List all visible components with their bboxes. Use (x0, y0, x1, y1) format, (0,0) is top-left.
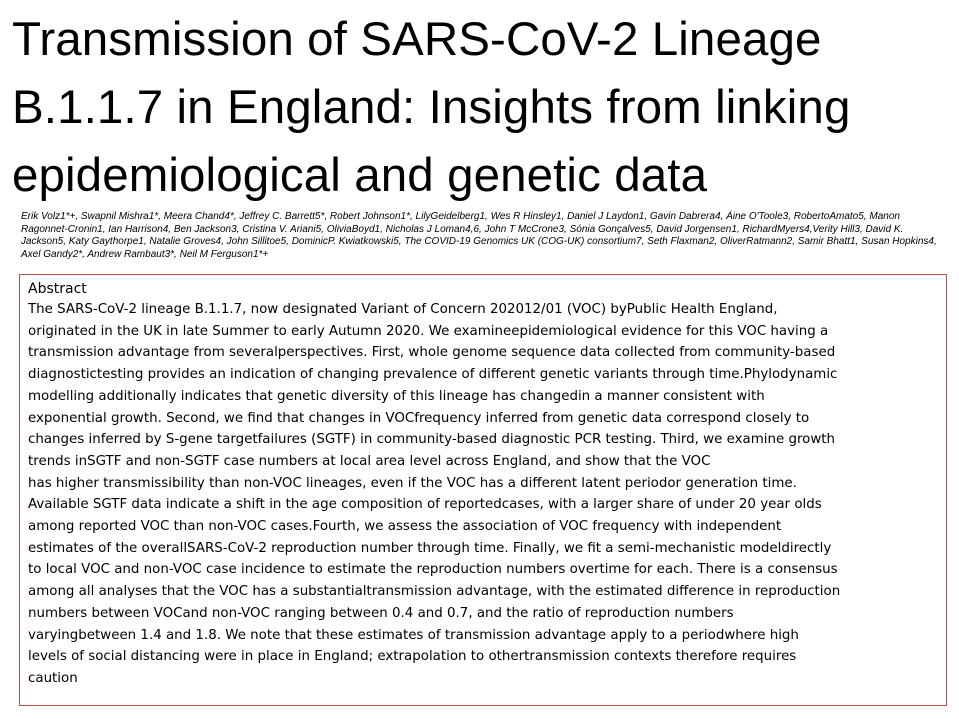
abstract-line: changes inferred by S-gene targetfailures (SGTF) in community-based diagnostic PCR testing. Third, we examine growth (28, 432, 836, 448)
abstract-line: estimates of the overallSARS-CoV-2 reproduction number through time. Finally, we fit a semi-mechanistic modeldirectly (28, 540, 832, 556)
abstract-line: has higher transmissibility than non-VOC lineages, even if the VOC has a different latent periodor generation time. (28, 475, 797, 491)
abstract-line: among reported VOC than non-VOC cases.Fourth, we assess the association of VOC frequency with independent (28, 519, 782, 535)
author-list: Erik Volz1*+, Swapnil Mishra1*, Meera Chand4*, Jeffrey C. Barrett5*, Robert Johnson1*, LilyGeidelberg1, Wes R Hinsley1, Daniel J Laydon1, Gavin Dabrera4, Áine O'Toole3, RobertoAmato5, Manon Ragonnet-Cronin1, Ian Harrison4, Ben Jackson3, Cristina V. Ariani5, OliviaBoyd1, Nicholas J Loman4,6, John T McCrone3, Sónia Gonçalves5, David Jorgensen1, RichardMyers4,Verity Hill3, David K. Jackson5, Katy Gaythorpe1, Natalie Groves4, John Sillitoe5, DominicP. Kwiatkowski5, The COVID-19 Genomics UK (COG-UK) consortium7, Seth Flaxman2, OliverRatmann2, Samir Bhatt1, Susan Hopkins4, Axel Gandy2*, Andrew Rambaut3*, Neil M Ferguson1*+ (21, 211, 937, 260)
paper-title: Transmission of SARS-CoV-2 Lineage B.1.1.7 in England: Insights from linking epidemiological and genetic data (12, 13, 851, 202)
abstract-heading: Abstract (28, 281, 87, 297)
abstract-body (28, 299, 938, 690)
abstract-line: trends inSGTF and non-SGTF case numbers at local area level across England, and show that the VOC (28, 453, 711, 469)
abstract-line: to local VOC and non-VOC case incidence to estimate the reproduction numbers overtime for each. There is a consensus (28, 562, 838, 578)
abstract-line: varyingbetween 1.4 and 1.8. We note that these estimates of transmission advantage apply to a periodwhere high (28, 627, 799, 643)
abstract-line: diagnostictesting provides an indication of changing prevalence of different genetic variants through time.Phylodynamic (28, 367, 838, 383)
abstract-line: levels of social distancing were in place in England; extrapolation to othertransmission contexts therefore requires (28, 649, 797, 665)
abstract-line: caution (28, 670, 78, 686)
abstract-line: exponential growth. Second, we find that changes in VOCfrequency inferred from genetic data correspond closely to (28, 410, 810, 426)
abstract-box (19, 274, 947, 706)
abstract-line: Available SGTF data indicate a shift in the age composition of reportedcases, with a larger share of under 20 year olds (28, 497, 822, 513)
abstract-line: originated in the UK in late Summer to early Autumn 2020. We examineepidemiological evidence for this VOC having a (28, 323, 829, 339)
abstract-line: among all analyses that the VOC has a substantialtransmission advantage, with the estimated difference in reproduction (28, 584, 841, 600)
abstract-line: modelling additionally indicates that genetic diversity of this lineage has changedin a manner consistent with (28, 388, 765, 404)
abstract-line: The SARS-CoV-2 lineage B.1.1.7, now designated Variant of Concern 202012/01 (VOC) byPublic Health England, (28, 302, 778, 317)
abstract-line: transmission advantage from severalperspectives. First, whole genome sequence data collected from community-based (28, 345, 836, 361)
abstract-line: numbers between VOCand non-VOC ranging between 0.4 and 0.7, and the ratio of reproduction numbers (28, 605, 734, 621)
